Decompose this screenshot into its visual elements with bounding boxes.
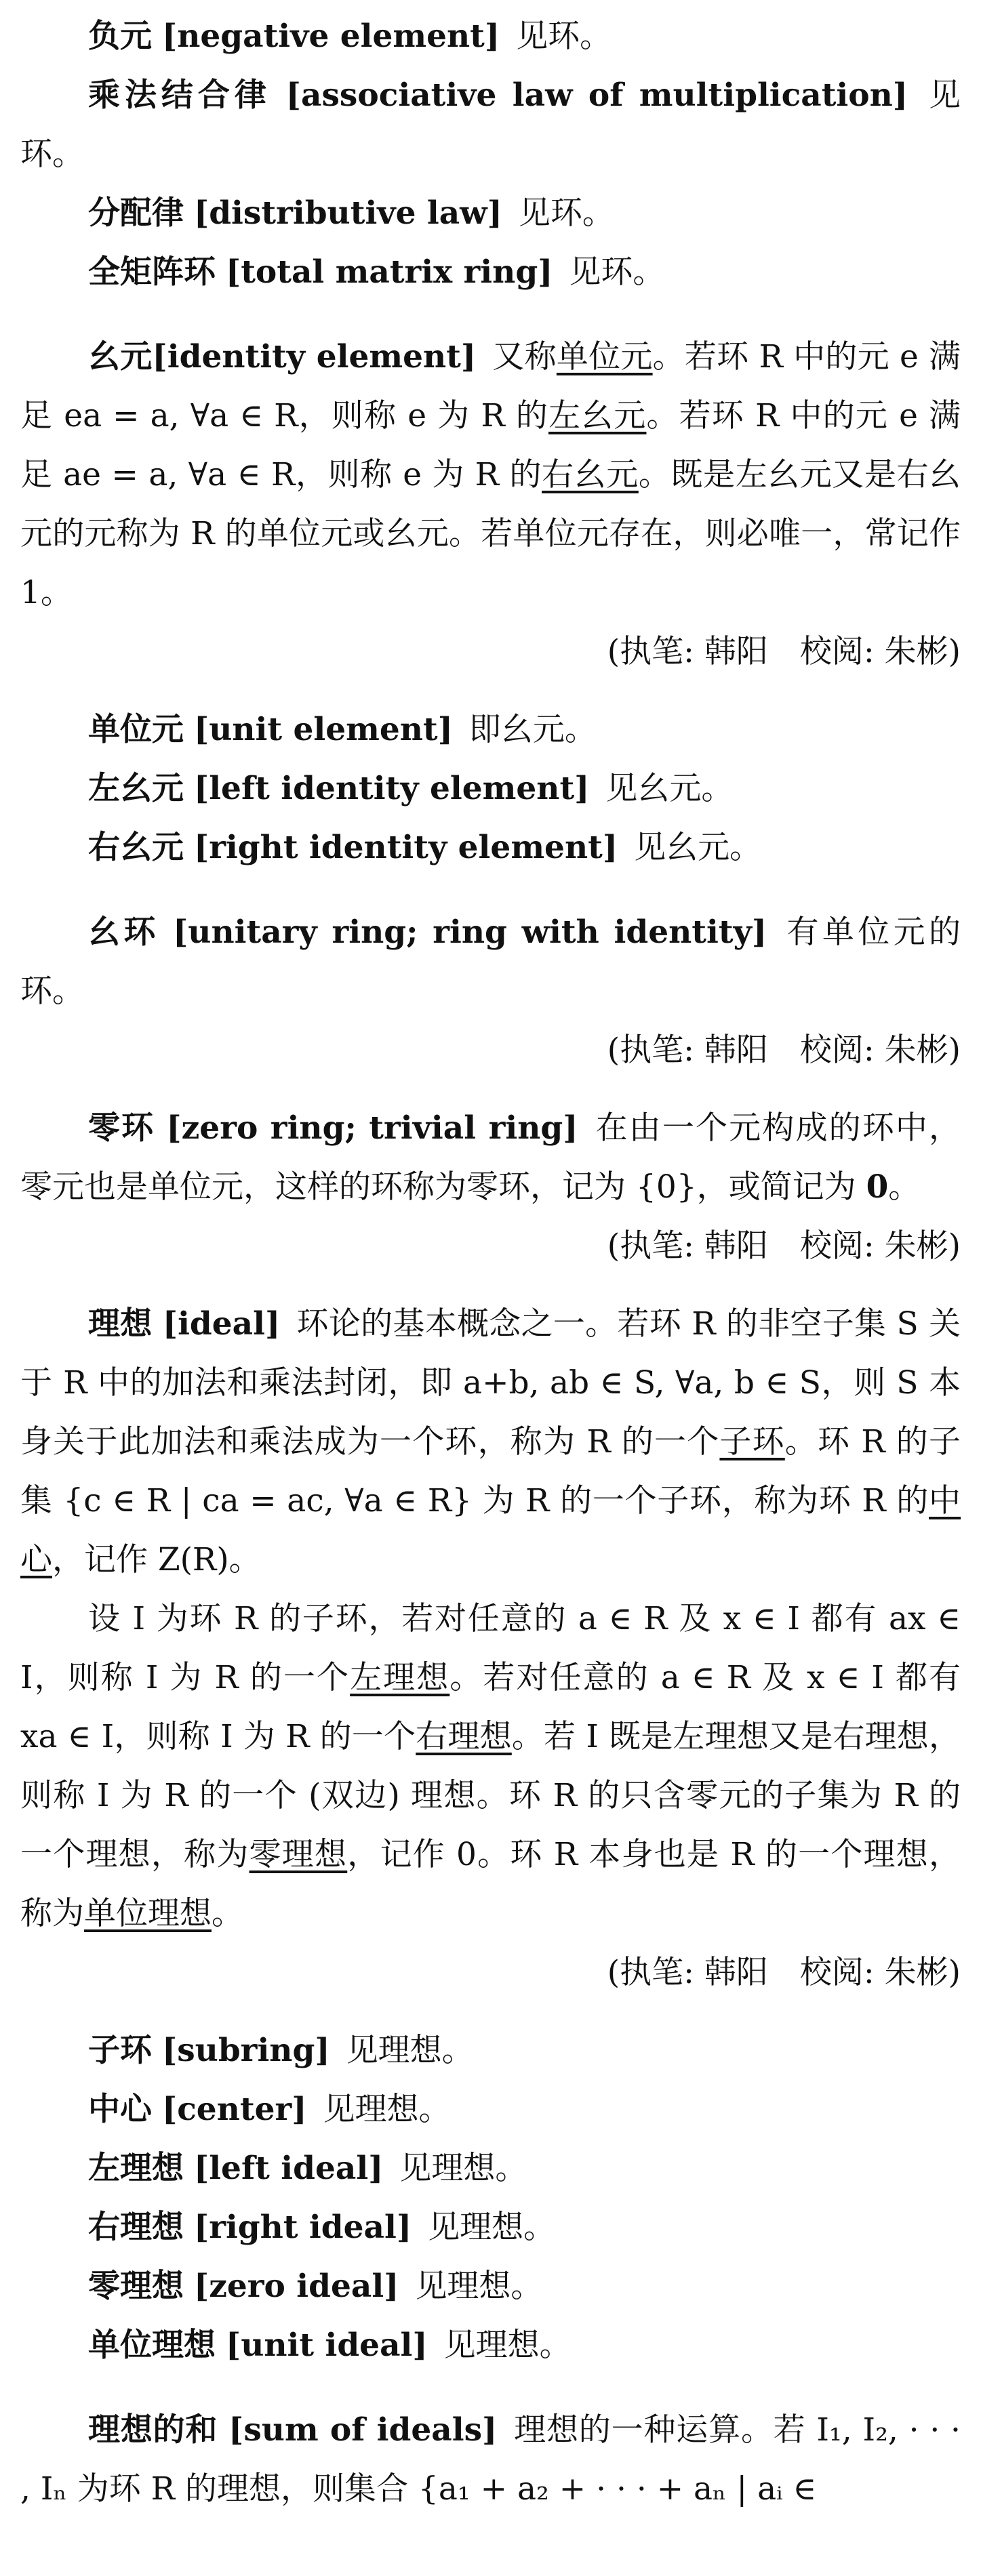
term-underlined: 单位元: [556, 338, 653, 375]
entry-unit-element: [20, 700, 961, 759]
entry-paragraph: [20, 2400, 961, 2518]
entry-paragraph: [20, 1589, 961, 1943]
entry-text: 。既是左幺元又是右幺元的元称为 R 的单位元或幺元。若单位元存在，则必唯一，常记作 1。: [20, 456, 961, 611]
entry-line: [20, 66, 961, 184]
author-signature: (执笔: 韩阳 校阅: 朱彬): [607, 1954, 961, 1991]
entry-definition: 见理想。: [399, 2150, 527, 2187]
entry-text: 环论的基本概念之一。若环 R 的非空子集 S 关于 R 中的加法和乘法封闭，即 a+b, ab ∈ S, ∀a, b ∈ S，则 S 本身关于此加法和乘法成为一个环，称为 R 的一个: [20, 1305, 961, 1460]
entry-headword: 幺环: [88, 914, 159, 951]
author-signature: (执笔: 韩阳 校阅: 朱彬): [607, 1031, 961, 1069]
entry-right-ideal: [20, 2198, 961, 2257]
entry-line: [20, 2198, 961, 2257]
entry-definition: 理想的一种运算。若 I₁, I₂, · · · , Iₙ 为环 R 的理想，则集合 {a₁ + a₂ + · · · + aₙ | aᵢ ∈: [20, 2411, 961, 2508]
entry-center: [20, 2080, 961, 2139]
entry-headword: 负元: [88, 18, 152, 55]
entry-associative-law: [20, 66, 961, 184]
entry-unitary-ring: [20, 903, 961, 1080]
term-underlined: 右幺元: [542, 456, 639, 493]
entry-english: [total matrix ring]: [225, 253, 553, 291]
entry-line: [20, 184, 961, 243]
entry-headword: 零环: [88, 1109, 155, 1147]
entry-text: 。: [212, 1895, 243, 1932]
entry-english: [left identity element]: [193, 770, 590, 807]
entry-english: [negative element]: [161, 18, 500, 55]
entry-definition: 在由一个元构成的环中，零元也是单位元，这样的环称为零环，记为 {0}，或简记为: [20, 1109, 961, 1206]
entry-definition: 见幺元。: [634, 829, 762, 866]
entry-english: [right ideal]: [193, 2209, 412, 2246]
entry-text: 。: [888, 1168, 921, 1206]
entry-definition: 见理想。: [346, 2032, 474, 2069]
entry-headword: 理想的和: [88, 2411, 218, 2449]
entry-headword: 全矩阵环: [88, 253, 216, 291]
entry-text: 设 I 为环 R 的子环，若对任意的 a ∈ R 及 x ∈ I 都有 ax ∈ I，则称 I 为 R 的一个: [20, 1600, 961, 1696]
entry-headword: 幺元: [88, 338, 153, 375]
entry-left-identity-element: [20, 759, 961, 818]
entry-left-ideal: [20, 2139, 961, 2198]
entry-headword: 子环: [88, 2032, 152, 2069]
entry-english: [distributive law]: [193, 195, 502, 232]
entry-headword: 零理想: [88, 2268, 184, 2305]
entry-english: [associative law of multiplication]: [285, 77, 908, 114]
term-underlined: 右理想: [416, 1718, 512, 1755]
entry-definition: 见环。: [569, 253, 665, 291]
entry-headword: 理想: [88, 1305, 153, 1343]
entry-english: [zero ideal]: [193, 2268, 399, 2305]
entry-english: [unit element]: [193, 711, 453, 748]
entry-text: ，记作 0。环 R 本身也是 R 的一个理想，称为: [20, 1836, 961, 1932]
entry-line: [20, 759, 961, 818]
author-signature: (执笔: 韩阳 校阅: 朱彬): [607, 633, 961, 670]
entry-definition: 见理想。: [443, 2327, 572, 2364]
term-underlined: 子环: [719, 1423, 785, 1460]
entry-headword: 单位元: [88, 711, 184, 748]
term-underlined: 左幺元: [548, 397, 647, 434]
entry-subring: [20, 2021, 961, 2080]
entry-definition: 即幺元。: [468, 711, 597, 748]
entry-line: [20, 2257, 961, 2316]
entry-paragraph: [20, 327, 961, 622]
entry-negative-element: [20, 7, 961, 66]
entry-line: [20, 700, 961, 759]
entry-text: 又称: [492, 338, 557, 375]
entry-total-matrix-ring: [20, 243, 961, 302]
entry-definition: 见环。: [518, 195, 614, 232]
entry-english: [unit ideal]: [225, 2327, 428, 2364]
entry-zero-ideal: [20, 2257, 961, 2316]
entry-sum-of-ideals: [20, 2400, 961, 2518]
entry-headword: 乘法结合律: [88, 77, 271, 114]
entry-english: [ideal]: [162, 1305, 281, 1343]
entry-text: 。若环 R 中的元 e 满足 ae = a, ∀a ∈ R，则称 e 为 R 的: [20, 397, 961, 493]
entry-identity-element: [20, 327, 961, 681]
entry-line: [20, 7, 961, 66]
entry-line: [20, 243, 961, 302]
entry-definition: 见理想。: [323, 2091, 451, 2128]
entry-headword: 右理想: [88, 2209, 184, 2246]
entry-definition: 见环。: [516, 18, 612, 55]
entry-distributive-law: [20, 184, 961, 243]
term-underlined: 零理想: [249, 1836, 348, 1873]
entry-definition: 见理想。: [428, 2209, 556, 2246]
entry-headword: 中心: [88, 2091, 152, 2128]
entry-english: [right identity element]: [193, 829, 618, 866]
entry-definition: 见理想。: [415, 2268, 543, 2305]
entry-line: [20, 2021, 961, 2080]
entry-line: [20, 2080, 961, 2139]
entry-definition: 有单位元的环。: [20, 914, 961, 1010]
entry-english: [zero ring; trivial ring]: [166, 1109, 578, 1147]
term-underlined: 中心: [20, 1482, 961, 1578]
entry-english: [identity element]: [152, 338, 477, 375]
entry-line: [20, 2316, 961, 2375]
term-underlined: 单位理想: [84, 1895, 212, 1932]
term-underlined: 左理想: [350, 1659, 450, 1696]
entry-text: 。若 I 既是左理想又是右理想，则称 I 为 R 的一个 (双边) 理想。环 R 的只含零元的子集为 R 的一个理想，称为: [20, 1718, 961, 1873]
entry-headword: 右幺元: [88, 829, 184, 866]
entry-line: [20, 2139, 961, 2198]
entry-english: [subring]: [161, 2032, 330, 2069]
entry-headword: 单位理想: [88, 2327, 216, 2364]
entry-line: [20, 818, 961, 877]
entry-paragraph: [20, 903, 961, 1021]
entry-english: [left ideal]: [193, 2150, 384, 2187]
entry-english: [unitary ring; ring with identity]: [173, 914, 767, 951]
entry-headword: 左理想: [88, 2150, 184, 2187]
author-signature: (执笔: 韩阳 校阅: 朱彬): [607, 1227, 961, 1265]
entry-text: 。环 R 的子集 {c ∈ R | ca = ac, ∀a ∈ R} 为 R 的一个子环，称为环 R 的: [20, 1423, 961, 1519]
entry-headword: 左幺元: [88, 770, 184, 807]
entry-text: 。若对任意的 a ∈ R 及 x ∈ I 都有 xa ∈ I，则称 I 为 R 的一个: [20, 1659, 961, 1755]
entry-zero-ring: [20, 1099, 961, 1275]
entry-english: [sum of ideals]: [228, 2411, 498, 2449]
entry-definition: 见幺元。: [605, 770, 734, 807]
zero-ring-symbol: 0: [866, 1168, 889, 1206]
entry-english: [center]: [161, 2091, 307, 2128]
entry-paragraph: [20, 1099, 961, 1217]
entry-ideal: [20, 1294, 961, 2002]
entry-headword: 分配律: [88, 195, 184, 232]
entry-definition: 见环。: [20, 77, 961, 173]
entry-unit-ideal: [20, 2316, 961, 2375]
entry-paragraph: [20, 1294, 961, 1589]
entry-right-identity-element: [20, 818, 961, 877]
entry-text: 。若环 R 中的元 e 满足 ea = a, ∀a ∈ R，则称 e 为 R 的: [20, 338, 961, 434]
entry-text: ，记作 Z(R)。: [52, 1541, 261, 1578]
